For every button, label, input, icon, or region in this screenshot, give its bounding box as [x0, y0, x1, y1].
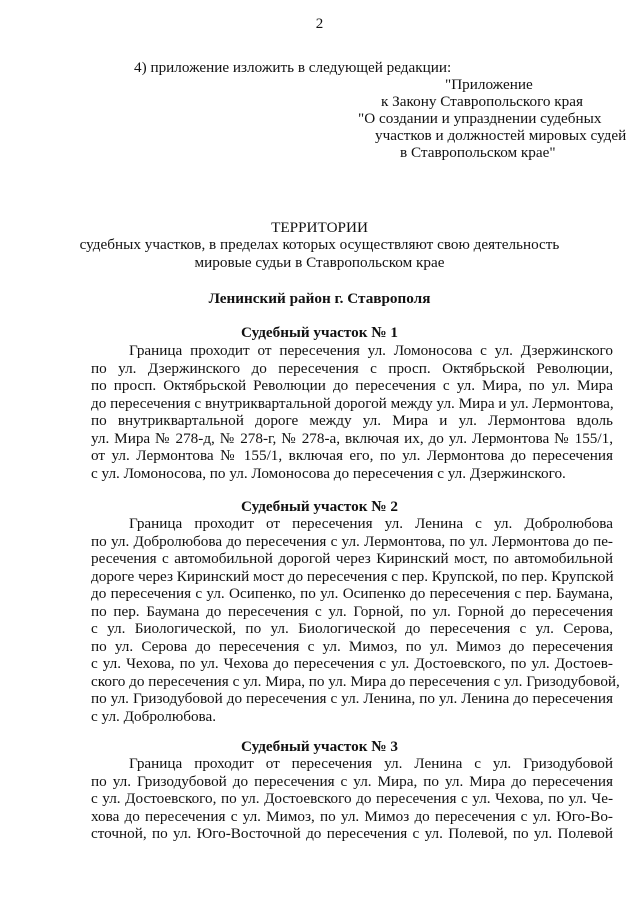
- body-line: до пересечения с внутриквартальной дорогой между ул. Мира и ул. Лермонтова,: [91, 394, 614, 412]
- section-heading-1: Судебный участок № 1: [241, 324, 398, 341]
- body-line: хова до пересечения с ул. Мимоз, по ул. Мимоз до пересечения с ул. Юго-Во-: [91, 807, 613, 825]
- amendment-intro: 4) приложение изложить в следующей редакции:: [134, 59, 452, 76]
- body-line: ресечения с автомобильной дорогой через Киринский мост, по автомобильной: [91, 550, 613, 567]
- body-line: с ул. Чехова, по ул. Чехова до пересечения с ул. Достоевского, по ул. Достоев-: [91, 655, 613, 672]
- body-line: ул. Мира № 278-д, № 278-г, № 278-а, включая их, до ул. Лермонтова № 155/1,: [91, 429, 613, 447]
- body-line: по просп. Октябрьской Революции до пересечения с ул. Мира, по ул. Мира: [91, 377, 613, 394]
- body-line: дороге через Киринский мост до пересечения с пер. Крупской, по пер. Крупской: [91, 567, 614, 585]
- body-line: с ул. Достоевского, по ул. Достоевского до пересечения с ул. Чехова, по ул. Че-: [91, 790, 613, 807]
- body-line: с ул. Биологической, по ул. Биологической до пересечения с ул. Серова,: [91, 620, 613, 637]
- appendix-header-line: участков и должностей мировых судей: [375, 127, 627, 144]
- body-line: по ул. Гризодубовой до пересечения с ул. Ленина, по ул. Ленина до пересечения: [91, 690, 613, 707]
- body-line: Граница проходит от пересечения ул. Ленина с ул. Гризодубовой: [129, 755, 613, 772]
- body-line: по ул. Дзержинского до пересечения с просп. Октябрьской Революции,: [91, 359, 613, 377]
- body-line: ского до пересечения с ул. Мира, по ул. Мира до пересечения с ул. Гризодубовой,: [91, 672, 620, 690]
- body-line: с ул. Добролюбова.: [91, 707, 217, 725]
- section-heading-2: Судебный участок № 2: [241, 498, 398, 515]
- document-title: ТЕРРИТОРИИ: [271, 219, 368, 236]
- body-line: с ул. Ломоносова, по ул. Ломоносова до пересечения с ул. Дзержинского.: [91, 464, 566, 482]
- subtitle-line: судебных участков, в пределах которых осуществляют свою деятельность: [79, 236, 560, 253]
- section-heading-3: Судебный участок № 3: [241, 738, 398, 755]
- section-body-1: [91, 342, 613, 482]
- district-heading: Ленинский район г. Ставрополя: [208, 290, 431, 307]
- body-line: Граница проходит от пересечения ул. Ленина с ул. Добролюбова: [129, 515, 613, 532]
- subtitle-line: мировые судьи в Ставропольском крае: [194, 253, 445, 271]
- body-line: по ул. Серова до пересечения с ул. Мимоз, по ул. Мимоз до пересечения: [91, 637, 613, 655]
- page-number: 2: [315, 16, 324, 32]
- body-line: по внутриквартальной дороге между ул. Мира и ул. Лермонтова вдоль: [91, 412, 613, 429]
- appendix-header-line: "О создании и упразднении судебных: [358, 110, 602, 127]
- body-line: Граница проходит от пересечения ул. Ломоносова с ул. Дзержинского: [129, 342, 613, 359]
- body-line: по ул. Гризодубовой до пересечения с ул. Мира, по ул. Мира до пересечения: [91, 772, 613, 790]
- appendix-header-line: к Закону Ставропольского края: [381, 93, 584, 110]
- body-line: сточной, по ул. Юго-Восточной до пересечения с ул. Полевой, по ул. Полевой: [91, 825, 613, 842]
- section-body-3: [91, 755, 613, 843]
- body-line: до пересечения с ул. Осипенко, по ул. Осипенко до пересечения с пер. Баумана,: [91, 585, 613, 602]
- section-body-2: [91, 515, 620, 725]
- appendix-header: [340, 76, 627, 161]
- appendix-header-line: в Ставропольском крае": [400, 144, 556, 161]
- body-line: от ул. Лермонтова № 155/1, включая его, по ул. Лермонтова до пересечения: [91, 447, 613, 464]
- document-subtitle: [0, 236, 639, 271]
- appendix-header-line: "Приложение: [445, 76, 533, 93]
- body-line: по пер. Баумана до пересечения с ул. Горной, по ул. Горной до пересечения: [91, 602, 613, 620]
- body-line: по ул. Добролюбова до пересечения с ул. Лермонтова, по ул. Лермонтова до пе-: [91, 532, 613, 550]
